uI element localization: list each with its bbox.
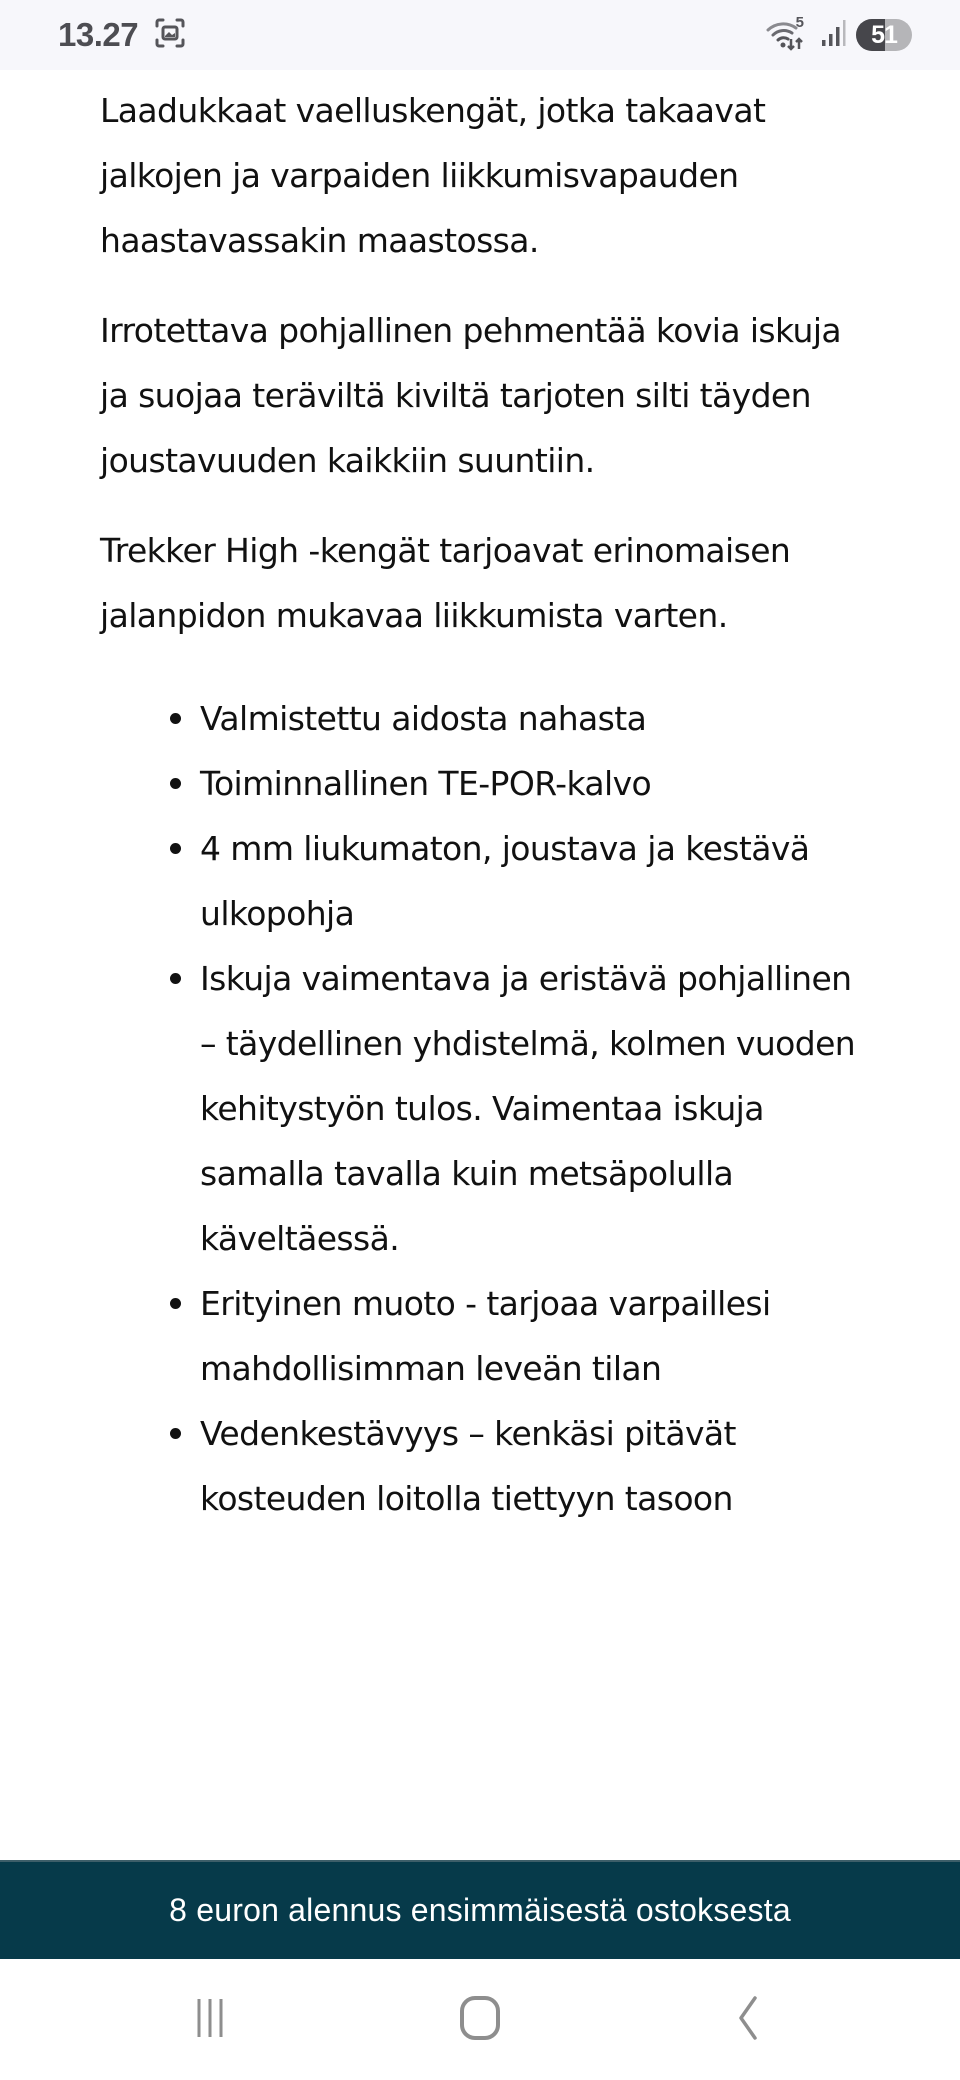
description-paragraph: Irrotettava pohjallinen pehmentää kovia iskuja ja suojaa teräviltä kiviltä tarjoten silti täyden joustavuuden kaikkiin suuntiin. <box>100 311 842 480</box>
status-right <box>766 14 912 52</box>
bullet-icon <box>170 843 181 854</box>
feature-item <box>200 751 870 816</box>
home-button[interactable] <box>450 1995 510 2045</box>
status-left <box>58 16 186 54</box>
feature-item <box>200 686 870 751</box>
product-description <box>100 70 870 1531</box>
feature-item <box>200 946 870 1271</box>
feature-item <box>200 1401 870 1531</box>
description-paragraph: Laadukkaat vaelluskengät, jotka takaavat jalkojen ja varpaiden liikkumisvapauden haastavassakin maastossa. <box>100 91 766 260</box>
feature-text: Vedenkestävyys – kenkäsi pitävät kosteuden loitolla tiettyyn tasoon <box>200 1414 736 1518</box>
recents-button[interactable] <box>180 1995 240 2045</box>
feature-item <box>200 1271 870 1401</box>
back-icon <box>733 1996 763 2044</box>
status-time: 13.27 <box>58 16 139 53</box>
screenshot-icon <box>154 17 186 53</box>
feature-text: Valmistettu aidosta nahasta <box>200 699 647 738</box>
bullet-icon <box>170 713 181 724</box>
feature-text: Toiminnallinen TE-POR-kalvo <box>200 764 652 803</box>
battery-level: 51 <box>871 20 897 49</box>
promo-text[interactable]: 8 euron alennus ensimmäisestä ostoksesta <box>169 1892 791 1928</box>
wifi-label: 5 <box>795 14 804 31</box>
wifi-icon <box>766 14 810 52</box>
feature-text: Iskuja vaimentava ja eristävä pohjallinen – täydellinen yhdistelmä, kolmen vuoden kehitystyön tulos. Vaimentaa iskuja samalla tavalla kuin metsäpolulla käveltäessä. <box>200 959 856 1258</box>
feature-text: 4 mm liukumaton, joustava ja kestävä ulkopohja <box>200 829 810 933</box>
recents-icon <box>190 1997 230 2043</box>
bullet-icon <box>170 1428 181 1439</box>
bullet-icon <box>170 778 181 789</box>
description-paragraph: Trekker High -kengät tarjoavat erinomaisen jalanpidon mukavaa liikkumista varten. <box>100 531 791 635</box>
promo-banner[interactable] <box>0 1860 960 1959</box>
feature-item <box>200 816 870 946</box>
home-icon <box>459 1996 501 2044</box>
battery-indicator <box>856 19 912 51</box>
bullet-icon <box>170 973 181 984</box>
bullet-icon <box>170 1298 181 1309</box>
signal-icon <box>820 18 846 52</box>
feature-list <box>100 686 870 1531</box>
status-bar <box>0 0 960 70</box>
back-button[interactable] <box>718 1995 778 2045</box>
feature-text: Erityinen muoto - tarjoaa varpaillesi mahdollisimman leveän tilan <box>200 1284 771 1388</box>
system-nav-bar <box>0 1959 960 2080</box>
